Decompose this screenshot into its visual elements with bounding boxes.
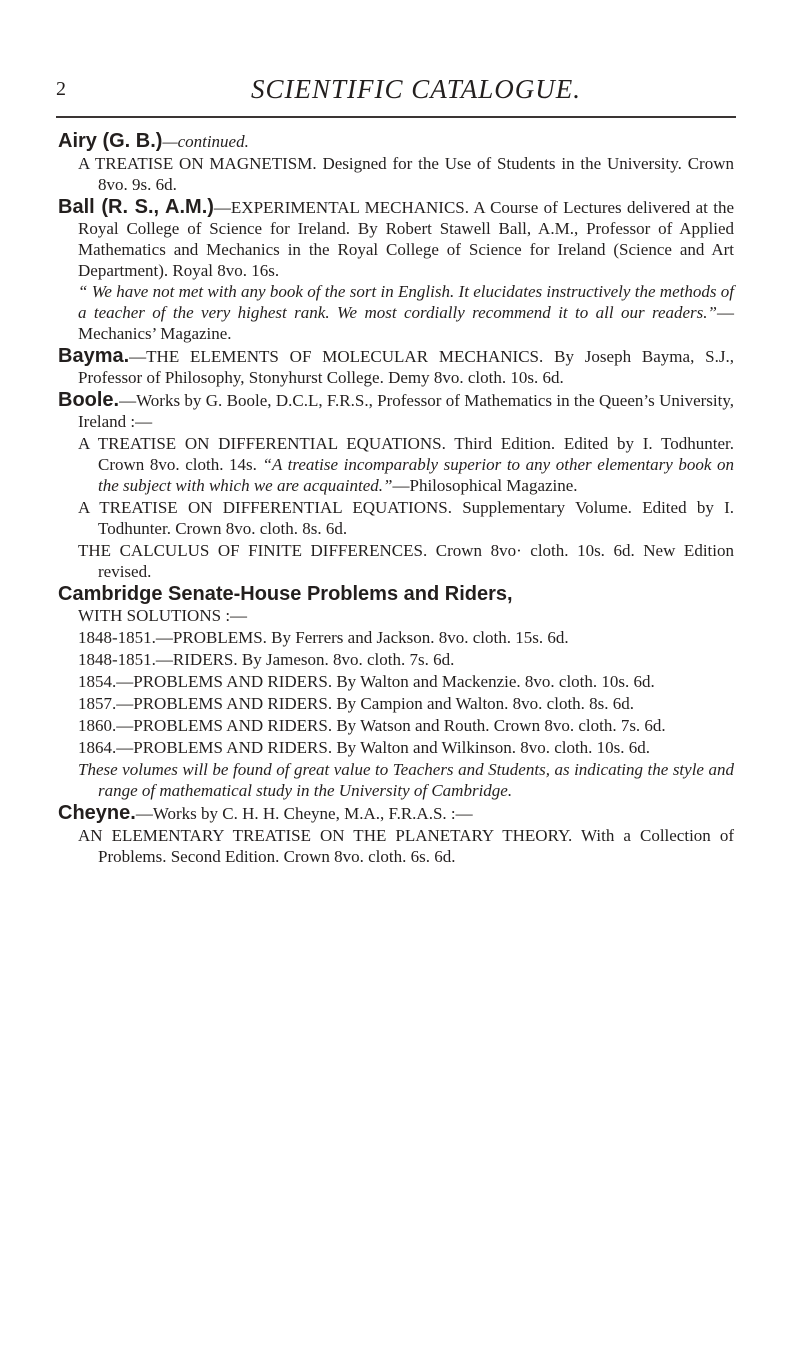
entry-text [58,346,734,388]
work-item: 1854.—PROBLEMS AND RIDERS. By Walton and Mackenzie. 8vo. cloth. 10s. 6d. [78,672,655,691]
author-name: Boole. [58,389,120,411]
works-list [58,433,734,582]
entry-description: —EXPERIMENTAL MECHANICS. A Course of Lectures delivered at the Royal College of Science for Ireland. By Robert Stawell Ball, A.M., Professor of Applied Mathematics and Mechanics in the Royal College of Science for Ireland (Science and Art Department). Royal 8vo. 16s. [78,198,734,280]
entry-heading [58,131,734,152]
work-item: 1848-1851.—PROBLEMS. By Ferrers and Jackson. 8vo. cloth. 15s. 6d. [78,628,569,647]
work-item: A TREATISE ON MAGNETISM. Designed for the Use of Students in the University. Crown 8vo. 9s. 6d. [78,154,734,194]
page-number: 2 [56,78,66,100]
works-list [58,825,734,867]
entry-bayma [58,346,734,388]
review-source: — Mechanics’ Magazine. [78,303,734,343]
review-quote: “A treatise incomparably superior to any other elementary book on the subject with which we are acquainted.” [98,455,734,495]
work-item: THE CALCULUS OF FINITE DIFFERENCES. Crown 8vo· cloth. 10s. 6d. New Edition revised. [78,541,734,581]
review-quote: “ We have not met with any book of the sort in English. It elucidates instructively the methods of a teacher of the very highest rank. We most cordially recommend it to all our readers.” [78,282,734,322]
works-list [58,627,734,801]
entry-airy [58,131,734,195]
work-item: 1864.—PROBLEMS AND RIDERS. By Walton and Wilkinson. 8vo. cloth. 10s. 6d. [78,738,651,757]
series-note: These volumes will be found of great value to Teachers and Students, as indicating the style and range of mathematical study in the University of Cambridge. [78,760,734,800]
author-name: Cheyne. [58,802,136,824]
work-title: A TREATISE ON DIFFERENTIAL EQUATIONS. Third Edition. Edited by I. Todhunter. Crown 8vo. cloth. 14s. [78,434,734,474]
entry-description: —Works by C. H. H. Cheyne, M.A., F.R.A.S. :— [135,804,473,823]
entry-text [58,390,734,432]
entry-ball [58,197,734,344]
works-list [58,153,734,195]
entry-cheyne [58,803,734,867]
page-header [56,72,736,112]
work-item: 1857.—PROBLEMS AND RIDERS. By Campion and Walton. 8vo. cloth. 8s. 6d. [78,694,635,713]
entry-text [58,584,734,626]
entry-cambridge [58,584,734,801]
work-item: AN ELEMENTARY TREATISE ON THE PLANETARY THEORY. With a Collection of Problems. Second Edition. Crown 8vo. cloth. 6s. 6d. [78,826,734,866]
author-name: Ball (R. S., A.M.) [58,196,214,218]
header-rule [56,116,736,118]
author-name: Bayma. [58,345,130,367]
review-source: —Philosophical Magazine. [392,476,578,495]
work-item: A TREATISE ON DIFFERENTIAL EQUATIONS. Supplementary Volume. Edited by I. Todhunter. Crown 8vo. cloth. 8s. 6d. [78,498,734,538]
work-item [78,433,734,496]
entry-text [58,197,734,344]
continued-label: —continued. [162,132,249,151]
entry-text [58,803,734,824]
entry-description: —THE ELEMENTS OF MOLECULAR MECHANICS. By Joseph Bayma, S.J., Professor of Philosophy, Stonyhurst College. Demy 8vo. cloth. 10s. 6d. [78,347,734,387]
entry-description: —Works by G. Boole, D.C.L, F.R.S., Professor of Mathematics in the Queen’s University, Ireland :— [78,391,734,431]
entry-description: WITH SOLUTIONS :— [78,606,248,625]
author-name: Cambridge Senate-House Problems and Riders, [58,583,513,605]
work-item: 1860.—PROBLEMS AND RIDERS. By Watson and Routh. Crown 8vo. cloth. 7s. 6d. [78,716,666,735]
entry-boole [58,390,734,582]
catalogue-body [58,131,734,869]
running-head: SCIENTIFIC CATALOGUE. [250,74,581,104]
author-name: Airy (G. B.) [58,130,163,152]
work-item: 1848-1851.—RIDERS. By Jameson. 8vo. cloth. 7s. 6d. [78,650,455,669]
